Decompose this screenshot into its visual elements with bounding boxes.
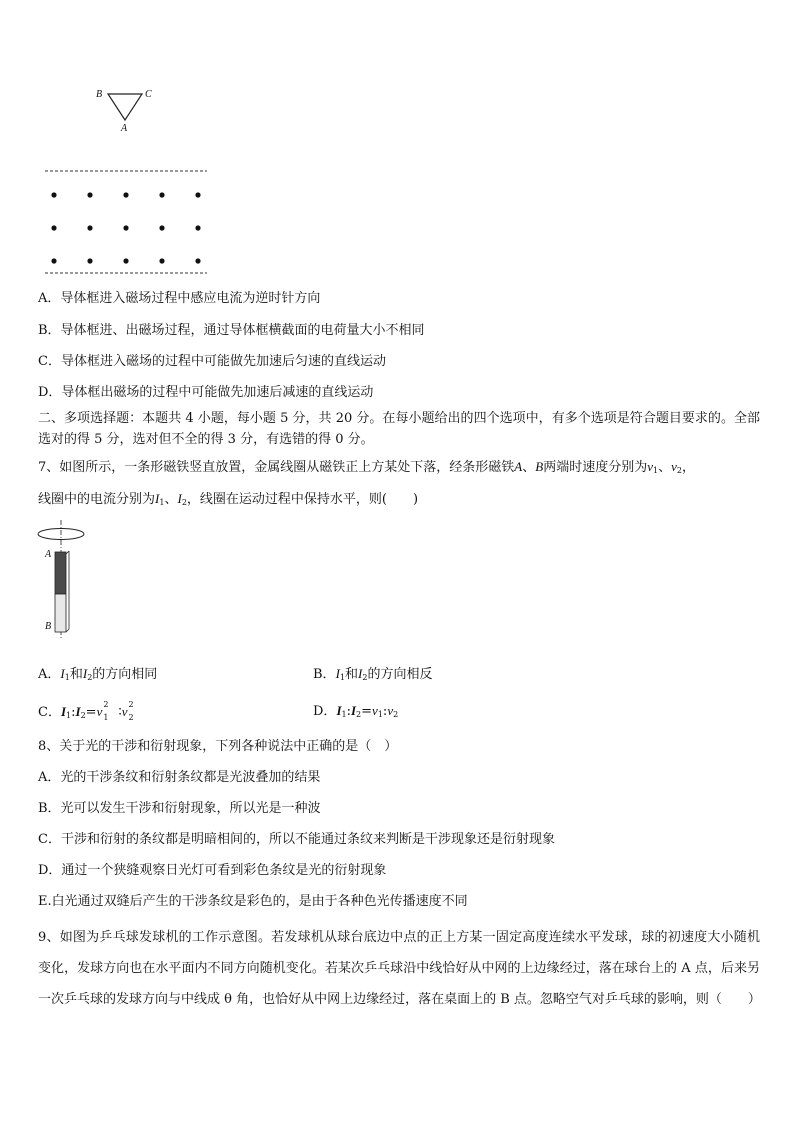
q6-option-d: D．导体框出磁场的过程中可能做先加速后减速的直线运动 bbox=[38, 385, 374, 400]
q8-stem: 8、关于光的干涉和衍射现象，下列各种说法中正确的是（ ） bbox=[38, 739, 398, 754]
q7-option-b: B．$I_1$和$I_2$的方向相反 bbox=[313, 666, 433, 682]
q6-option-b: B．导体框进、出磁场过程，通过导体框横截面的电荷量大小不相同 bbox=[38, 323, 425, 338]
q6-option-a: A．导体框进入磁场过程中感应电流为逆时针方向 bbox=[38, 291, 321, 306]
q8-option-c: C．干涉和衍射的条纹都是明暗相间的，所以不能通过条纹来判断是干涉现象还是衍射现象 bbox=[38, 832, 555, 847]
q8-option-e: E.白光通过双缝后产生的干涉条纹是彩色的，是由于各种色光传播速度不同 bbox=[38, 894, 468, 909]
magnetic-field-figure bbox=[40, 166, 210, 278]
q7-stem-line1: 7、如图所示，一条形磁铁竖直放置，金属线圈从磁铁正上方某处下落，经条形磁铁A、B两端时速度分别为$v_1$、$v_2$， bbox=[38, 459, 695, 475]
q8-option-b: B．光可以发生干涉和衍射现象，所以光是一种波 bbox=[38, 801, 321, 816]
q7-option-a: A．$I_1$和$I_2$的方向相同 bbox=[38, 666, 158, 682]
label-a: A bbox=[121, 123, 128, 134]
q8-option-d: D．通过一个狭缝观察日光灯可看到彩色条纹是光的衍射现象 bbox=[38, 863, 387, 878]
q9-stem: 9、如图为乒乓球发球机的工作示意图。若发球机从球台底边中点的正上方某一固定高度连续水平发球，球的初速度大小随机变化，发球方向也在水平面内不同方向随机变化。若某次乒乓球沿中线恰好从中网的上边缘经过，落在球台上的 A 点，后来另一次乒乓球的发球方向与中线成 θ 角，也恰好从中网上边缘经过，落在桌面上的 B 点。忽略空气对乒乓球的影响，则（ ） bbox=[38, 930, 761, 1007]
q7-option-c: C．$I_1:I_2=v$ 2 1 ∶v 2 2 bbox=[38, 700, 134, 722]
magnet-label-b: B bbox=[45, 621, 52, 632]
q7-option-d: D．$I_1:I_2=v_1:v_2$ bbox=[313, 703, 399, 719]
magnet-label-a: A bbox=[45, 549, 52, 560]
q8-option-a: A．光的干涉条纹和衍射条纹都是光波叠加的结果 bbox=[38, 770, 321, 785]
magnet-coil-figure bbox=[34, 516, 94, 640]
section-2-instructions: 二、多项选择题：本题共 4 小题，每小题 5 分，共 20 分。在每小题给出的四个选项中，有多个选项是符合题目要求的。全部选对的得 5 分，选对但不全的得 3 分，有选错的得 0 分。 bbox=[38, 411, 760, 447]
label-c: C bbox=[145, 89, 152, 100]
label-b: B bbox=[96, 89, 103, 100]
q6-option-c: C．导体框进入磁场的过程中可能做先加速后匀速的直线运动 bbox=[38, 354, 386, 369]
q7-stem-line2: 线圈中的电流分别为$I_1$、$I_2$，线圈在运动过程中保持水平，则( ) bbox=[38, 491, 419, 507]
